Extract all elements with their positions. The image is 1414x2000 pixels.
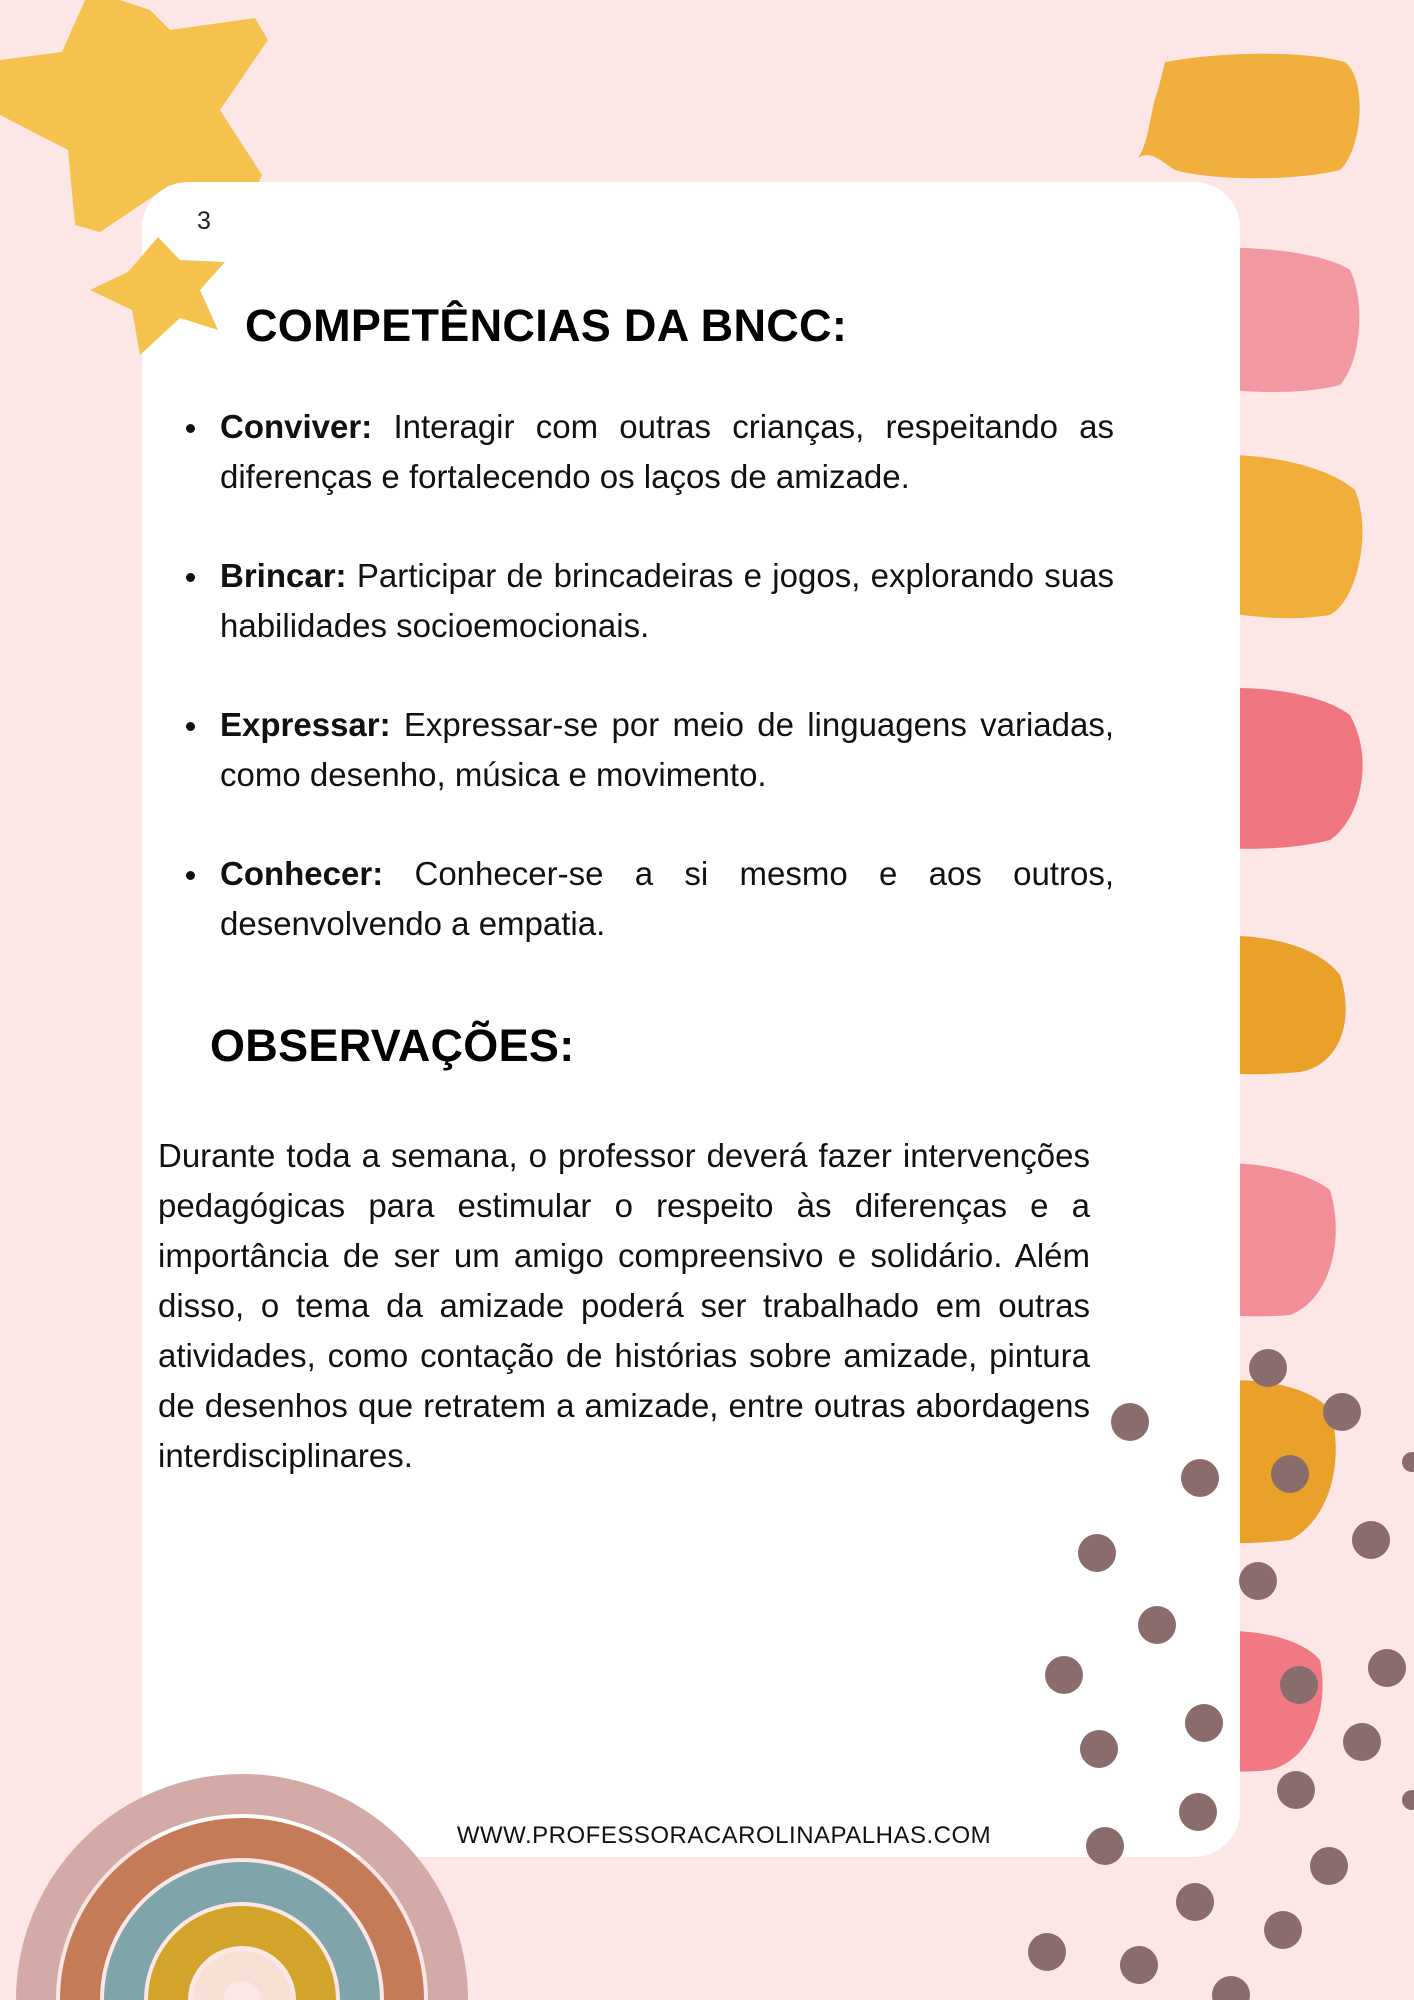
competencias-title: COMPETÊNCIAS DA BNCC: (245, 300, 848, 351)
competencias-list (178, 402, 1114, 998)
item-term: Conviver: (220, 408, 373, 445)
item-text: Conhecer-se a si mesmo e aos outros, desenvolvendo a empatia. (220, 855, 1114, 942)
list-item (178, 849, 1114, 949)
item-text: Participar de brincadeiras e jogos, explorando suas habilidades socioemocionais. (220, 557, 1114, 644)
list-item (178, 402, 1114, 502)
star-icon (90, 237, 225, 355)
list-item (178, 551, 1114, 651)
item-term: Brincar: (220, 557, 347, 594)
footer (0, 1822, 1414, 1850)
list-item (178, 700, 1114, 800)
item-text: Interagir com outras crianças, respeitando as diferenças e fortalecendo os laços de amizade. (220, 408, 1114, 495)
observacoes-text: Durante toda a semana, o professor deverá fazer intervenções pedagógicas para estimular o respeito às diferenças e a importância de ser um amigo compreensivo e solidário. Além disso, o tema da amizade poderá ser trabalhado em outras atividades, como contação de histórias sobre amizade, pintura de desenhos que retratem a amizade, entre outras abordagens interdisciplinares. (158, 1137, 1090, 1474)
item-term: Conhecer: (220, 855, 384, 892)
footer-url: WWW.PROFESSORACAROLINAPALHAS.COM (456, 1822, 992, 1849)
page-number: 3 (197, 207, 211, 235)
item-term: Expressar: (220, 706, 391, 743)
item-text: Expressar-se por meio de linguagens variadas, como desenho, música e movimento. (220, 706, 1115, 793)
observacoes-title: OBSERVAÇÕES: (210, 1020, 575, 1071)
